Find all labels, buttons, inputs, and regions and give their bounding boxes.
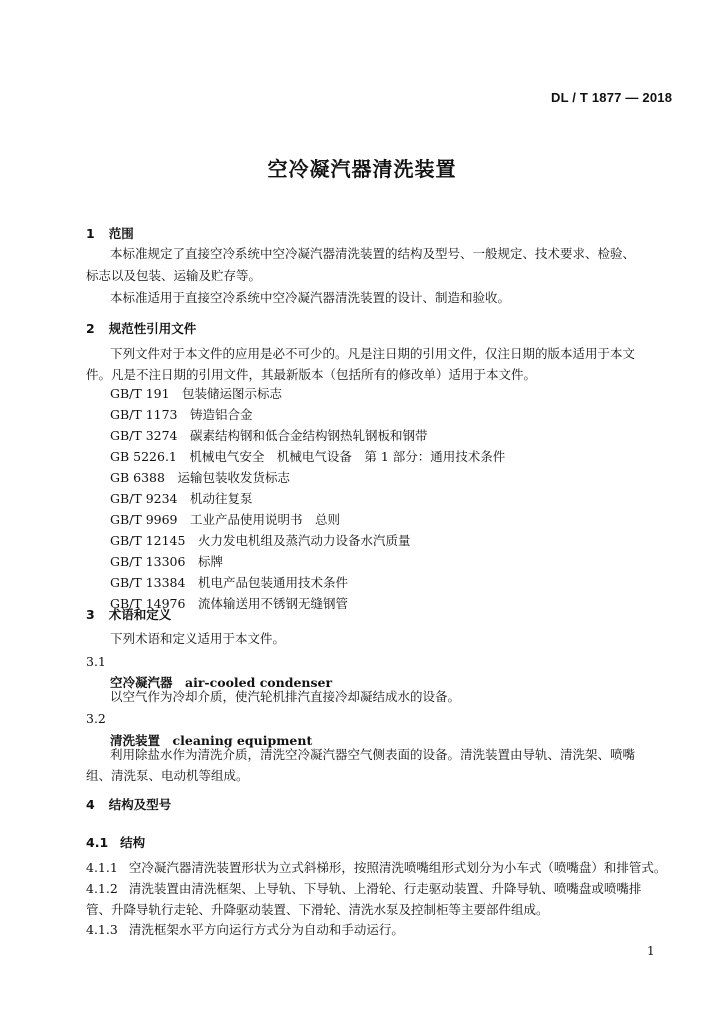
subsection-4-1-title: 结构 bbox=[120, 835, 146, 850]
section-2-heading bbox=[86, 319, 196, 337]
reference-item: GB/T 9234 机动往复泵 bbox=[110, 491, 253, 506]
section-3-heading bbox=[86, 605, 171, 623]
section-1-title: 范围 bbox=[108, 226, 134, 241]
reference-item: GB/T 191 包装储运图示标志 bbox=[110, 386, 283, 401]
term-3-2-number: 3.2 bbox=[86, 711, 106, 726]
s3-intro: 下列术语和定义适用于本文件。 bbox=[110, 631, 286, 646]
section-2-title: 规范性引用文件 bbox=[108, 321, 197, 336]
term-3-1-number: 3.1 bbox=[86, 654, 106, 669]
reference-item: GB 6388 运输包装收发货标志 bbox=[110, 470, 290, 485]
section-1-number: 1 bbox=[86, 226, 95, 241]
section-3-title: 术语和定义 bbox=[108, 607, 172, 622]
reference-item: GB/T 1173 铸造铝合金 bbox=[110, 407, 253, 422]
reference-item: GB/T 14976 流体输送用不锈钢无缝钢管 bbox=[110, 596, 348, 611]
term-3-1-definition: 以空气作为冷却介质，使汽轮机排汽直接冷却凝结成水的设备。 bbox=[110, 689, 461, 704]
s2-paragraph-line-2: 件。凡是不注日期的引用文件，其最新版本（包括所有的修改单）适用于本文件。 bbox=[86, 367, 537, 382]
normative-reference-list bbox=[110, 383, 505, 614]
reference-item: GB/T 9969 工业产品使用说明书 总则 bbox=[110, 512, 341, 527]
clause-4-1-2-text-line-1: 清洗装置由清洗框架、上导轨、下导轨、上滑轮、行走驱动装置、升降导轨、喷嘴盘或喷嘴排 bbox=[128, 881, 642, 896]
s1-paragraph-1-line-1: 本标准规定了直接空冷系统中空冷凝汽器清洗装置的结构及型号、一般规定、技术要求、检验、 bbox=[110, 246, 636, 261]
section-4-number: 4 bbox=[86, 797, 95, 812]
clause-4-1-3-text: 清洗框架水平方向运行方式分为自动和手动运行。 bbox=[128, 922, 404, 937]
reference-item: GB/T 12145 火力发电机组及蒸汽动力设备水汽质量 bbox=[110, 533, 411, 548]
reference-item: GB 5226.1 机械电气安全 机械电气设备 第 1 部分：通用技术条件 bbox=[110, 449, 506, 464]
section-2-number: 2 bbox=[86, 321, 95, 336]
clause-4-1-1-text: 空冷凝汽器清洗装置形状为立式斜梯形，按照清洗喷嘴组形式划分为小车式（喷嘴盘）和排管式。 bbox=[128, 860, 667, 875]
section-4-heading bbox=[86, 795, 171, 813]
subsection-4-1-heading bbox=[86, 833, 145, 851]
subsection-4-1-number: 4.1 bbox=[86, 835, 109, 850]
document-title: 空冷凝汽器清洗装置 bbox=[267, 157, 457, 181]
clause-4-1-3-number: 4.1.3 bbox=[86, 922, 118, 937]
term-3-2-name: 清洗装置 cleaning equipment bbox=[110, 733, 313, 748]
reference-item: GB/T 13306 标牌 bbox=[110, 554, 223, 569]
s1-paragraph-1-line-2: 标志以及包装、运输及贮存等。 bbox=[86, 268, 262, 283]
standard-number: DL / T 1877 — 2018 bbox=[551, 90, 673, 105]
section-1-heading bbox=[86, 224, 134, 242]
term-3-2-definition-line-1: 利用除盐水作为清洗介质，清洗空冷凝汽器空气侧表面的设备。清洗装置由导轨、清洗架、喷嘴 bbox=[110, 747, 636, 762]
clause-4-1-2 bbox=[86, 878, 641, 900]
term-3-2-definition-line-2: 组、清洗泵、电动机等组成。 bbox=[86, 768, 249, 783]
page-number: 1 bbox=[647, 944, 655, 958]
clause-4-1-2-number: 4.1.2 bbox=[86, 881, 118, 896]
s1-paragraph-2: 本标准适用于直接空冷系统中空冷凝汽器清洗装置的设计、制造和验收。 bbox=[110, 290, 511, 305]
term-3-1-name: 空冷凝汽器 air-cooled condenser bbox=[110, 675, 333, 690]
reference-item: GB/T 13384 机电产品包装通用技术条件 bbox=[110, 575, 348, 590]
section-4-title: 结构及型号 bbox=[108, 797, 172, 812]
reference-item: GB/T 3274 碳素结构钢和低合金结构钢热轧钢板和钢带 bbox=[110, 428, 428, 443]
clause-4-1-1-number: 4.1.1 bbox=[86, 860, 118, 875]
section-3-number: 3 bbox=[86, 607, 95, 622]
clause-4-1-2-text-line-2: 管、升降导轨行走轮、升降驱动装置、下滑轮、清洗水泵及控制柜等主要部件组成。 bbox=[86, 902, 549, 917]
clause-4-1-3 bbox=[86, 919, 404, 941]
s2-paragraph-line-1: 下列文件对于本文件的应用是必不可少的。凡是注日期的引用文件，仅注日期的版本适用于本文 bbox=[110, 346, 636, 361]
clause-4-1-1 bbox=[86, 857, 666, 879]
